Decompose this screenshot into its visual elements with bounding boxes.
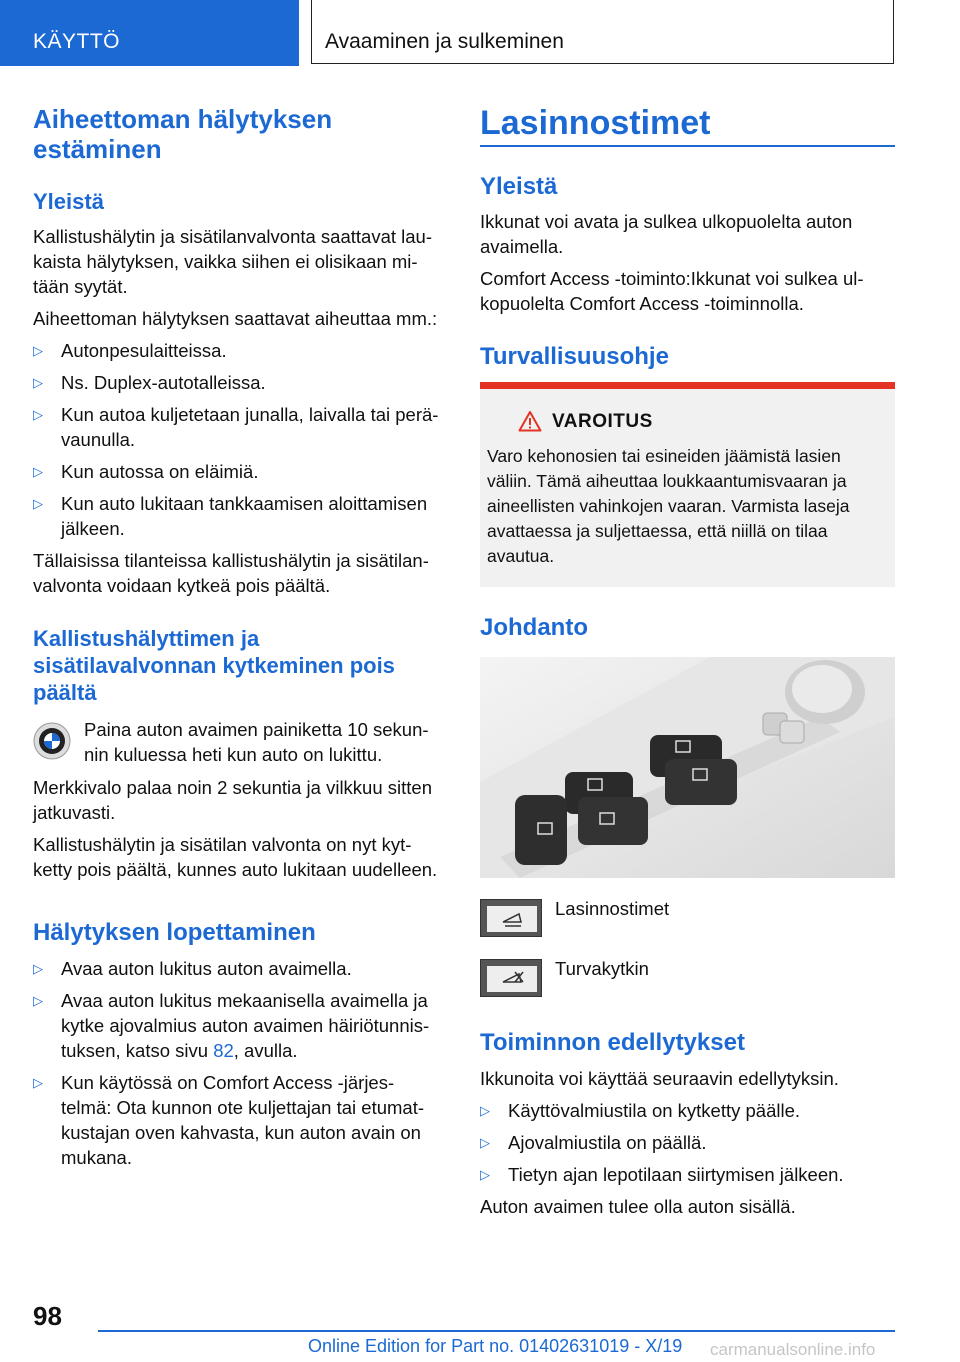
warning-label: VAROITUS [552, 411, 653, 432]
list-item-continuation: jälkeen. [61, 518, 125, 539]
bullet-triangle-icon: ▷ [480, 1167, 490, 1182]
warning-text-line5: avautua. [487, 546, 555, 566]
left-deactivate-heading-line3: päältä [33, 680, 97, 705]
bullet-triangle-icon: ▷ [480, 1135, 490, 1150]
warning-bar [480, 382, 895, 389]
bullet-triangle-icon: ▷ [33, 496, 43, 511]
left-deactivate-p3-line2: ketty pois päältä, kunnes auto lukitaan uudelleen. [33, 859, 438, 880]
window-switches-photo [480, 657, 895, 878]
left-title-line1: Aiheettoman hälytyksen [33, 104, 333, 134]
footer-edition: Online Edition for Part no. 01402631019 - X/19 [308, 1336, 683, 1356]
left-stop-heading: Hälytyksen lopettaminen [33, 919, 316, 946]
warning-text-line2: väliin. Tämä aiheuttaa loukkaantumisvaaran ja [487, 471, 847, 491]
header-section-tab [0, 0, 299, 66]
left-deactivate-heading-line1: Kallistushälyttimen ja [33, 626, 260, 651]
list-item-continuation: kustajan oven kahvasta, kun auton avain on [61, 1122, 421, 1143]
list-item-continuation: telmä: Ota kunnon ote kuljettajan tai etumat- [61, 1097, 425, 1118]
car-key-icon [33, 722, 71, 760]
bullet-triangle-icon: ▷ [33, 375, 43, 390]
bullet-triangle-icon: ▷ [33, 407, 43, 422]
right-general-heading: Yleistä [480, 173, 558, 200]
bullet-triangle-icon: ▷ [33, 993, 43, 1008]
left-general-p3-line1: Tällaisissa tilanteissa kallistushälytin ja sisätilan- [33, 550, 429, 571]
list-item-continuation: tuksen, katso sivu 82, avulla. [61, 1040, 298, 1061]
left-general-p2: Aiheettoman hälytyksen saattavat aiheuttaa mm.: [33, 308, 438, 329]
warning-triangle-icon [518, 410, 542, 432]
legend-label-safety-switch: Turvakytkin [555, 958, 649, 979]
left-deactivate-heading-line2: sisätilavalvonnan kytkeminen pois [33, 653, 395, 678]
warning-text-line1: Varo kehonosien tai esineiden jäämistä lasien [487, 446, 841, 466]
right-general-p1-line1: Ikkunat voi avata ja sulkea ulkopuolelta auton [480, 211, 853, 232]
footer-rule [98, 1330, 895, 1332]
right-requirements-p2: Auton avaimen tulee olla auton sisällä. [480, 1196, 796, 1217]
right-requirements-p: Ikkunoita voi käyttää seuraavin edellytyksin. [480, 1068, 839, 1089]
page-reference-link[interactable]: 82 [213, 1040, 234, 1061]
left-title-line2: estäminen [33, 134, 162, 164]
window-lift-icon [480, 899, 542, 937]
bullet-triangle-icon: ▷ [33, 961, 43, 976]
bullet-triangle-icon: ▷ [33, 1075, 43, 1090]
right-general-p1-line2: avaimella. [480, 236, 564, 257]
left-general-p1-line1: Kallistushälytin ja sisätilanvalvonta saattavat lau- [33, 226, 432, 247]
right-requirements-heading: Toiminnon edellytykset [480, 1029, 745, 1056]
title-rule [480, 145, 895, 147]
warning-text-line4: avattaessa ja suljettaessa, että niillä on tilaa [487, 521, 828, 541]
left-deactivate-p2-line2: jatkuvasti. [33, 802, 116, 823]
left-general-heading: Yleistä [33, 189, 104, 214]
left-general-p1-line2: kaista hälytyksen, vaikka siihen ei olisikaan mi- [33, 251, 418, 272]
left-deactivate-p3-line1: Kallistushälytin ja sisätilan valvonta on nyt kyt- [33, 834, 412, 855]
bullet-triangle-icon: ▷ [480, 1103, 490, 1118]
left-deactivate-p1-line1: Paina auton avaimen painiketta 10 sekun- [84, 719, 429, 740]
right-intro-heading: Johdanto [480, 614, 588, 641]
list-item-continuation: vaunulla. [61, 429, 136, 450]
list-item-continuation: mukana. [61, 1147, 132, 1168]
bullet-triangle-icon: ▷ [33, 343, 43, 358]
header-chapter-box [311, 0, 894, 64]
legend-label-window-lifts: Lasinnostimet [555, 898, 670, 919]
left-deactivate-p1-line2: nin kuluessa heti kun auto on lukittu. [84, 744, 383, 765]
bullet-triangle-icon: ▷ [33, 464, 43, 479]
right-general-p2-line2: kopuolelta Comfort Access -toiminnolla. [480, 293, 804, 314]
watermark: carmanualsonline.info [710, 1340, 876, 1359]
right-title: Lasinnostimet [480, 104, 711, 142]
header-section-label: KÄYTTÖ [33, 30, 121, 53]
list-item-continuation: kytke ajovalmius auton avaimen häiriötunnis- [61, 1015, 430, 1036]
warning-text-line3: aineellisten vahinkojen vaaran. Varmista laseja [487, 496, 850, 516]
left-general-p3-line2: valvonta voidaan kytkeä pois päältä. [33, 575, 331, 596]
left-deactivate-p2-line1: Merkkivalo palaa noin 2 sekuntia ja vilkkuu sitten [33, 777, 432, 798]
page-number: 98 [33, 1301, 62, 1331]
safety-switch-icon [480, 959, 542, 997]
right-general-p2-line1: Comfort Access -toiminto:Ikkunat voi sulkea ul- [480, 268, 864, 289]
header-chapter-label: Avaaminen ja sulkeminen [325, 30, 564, 53]
left-general-p1-line3: tään syytät. [33, 276, 128, 297]
right-safety-heading: Turvallisuusohje [480, 343, 669, 370]
